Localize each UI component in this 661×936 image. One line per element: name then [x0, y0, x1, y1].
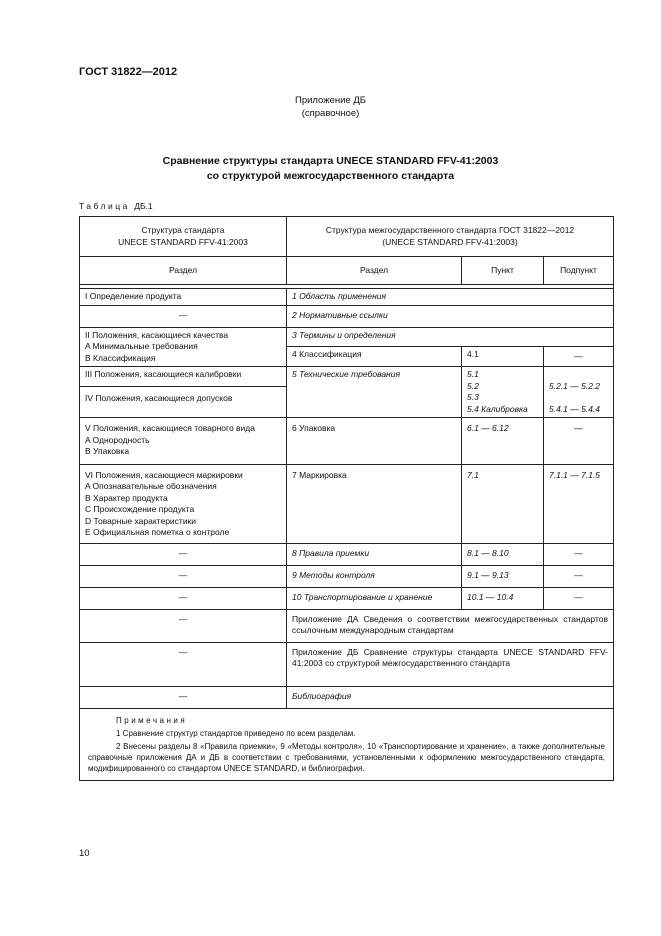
table-row [80, 565, 614, 587]
cell-left: I Определение продукта [80, 289, 287, 306]
table-subheader-row [80, 257, 614, 285]
cell-subpoint: — [544, 543, 614, 565]
cell-left [80, 327, 287, 367]
cell-left: — [80, 565, 287, 587]
cell-point [462, 367, 544, 418]
cell-left: — [80, 686, 287, 708]
cell-section: 8 Правила приемки [287, 543, 462, 565]
cell-left [80, 367, 287, 418]
table-row [80, 543, 614, 565]
cell-subpoint: — [544, 347, 614, 367]
cell-point-line: 5.2 [467, 380, 479, 391]
cell-section: 1 Область применения [287, 289, 614, 306]
cell-left-line: D Товарные характеристики [85, 515, 197, 526]
cell-left-line: V Положения, касающиеся товарного вида [85, 423, 255, 433]
header-right-line2: (UNECE STANDARD FFV-41:2003) [382, 236, 518, 247]
cell-left: — [80, 543, 287, 565]
cell-left [80, 418, 287, 465]
table-row [80, 686, 614, 708]
table-row [80, 464, 614, 543]
cell-subpoint: — [544, 418, 614, 465]
cell-section: Приложение ДБ Сравнение структуры стандарта UNECE STANDARD FFV-41:2003 со структурой межгосударственного стандарта [287, 642, 614, 686]
cell-section: 4 Классификация [287, 347, 462, 367]
cell-left-line: A Опознавательные обозначения [85, 481, 217, 491]
cell-section: 5 Технические требования [287, 367, 462, 418]
header-left-line2: UNECE STANDARD FFV-41:2003 [118, 236, 248, 247]
table-caption [79, 201, 153, 211]
cell-left-line: II Положения, касающиеся качества [85, 329, 229, 340]
table-caption-prefix: Таблица [79, 201, 130, 211]
page-title-line2: со структурой межгосударственного стандарта [206, 170, 455, 182]
cell-section: Приложение ДА Сведения о соответствии межгосударственных стандартов ссылочным международным стандартам [287, 609, 614, 642]
cell-section: 7 Маркировка [287, 464, 462, 543]
cell-subpoint: — [544, 587, 614, 609]
cell-left: — [80, 642, 287, 686]
cell-left-line: A Однородность [85, 434, 150, 445]
table-row [80, 642, 614, 686]
cell-section: 3 Термины и определения [287, 327, 614, 347]
cell-point: 9.1 — 9.13 [462, 565, 544, 587]
cell-left-line: B Классификация [85, 352, 156, 363]
cell-left-line: A Минимальные требования [85, 341, 198, 351]
cell-left-line: B Характер продукта [85, 492, 168, 503]
cell-subpoint-line: 5.2.1 — 5.2.2 [549, 380, 601, 391]
cell-left-line: B Упаковка [85, 446, 130, 456]
note-item: 1 Сравнение структур стандартов приведено по всем разделам. [116, 728, 356, 738]
comparison-table [79, 216, 614, 781]
cell-subpoint: — [544, 565, 614, 587]
cell-left-line: C Происхождение продукта [85, 504, 195, 514]
cell-left: — [80, 305, 287, 327]
cell-subpoint: 7.1.1 — 7.1.5 [544, 464, 614, 543]
header-cell-left [80, 217, 287, 257]
col-subpoint: Подпункт [544, 257, 614, 285]
cell-subpoint-line: 5.4.1 — 5.4.4 [549, 403, 601, 414]
cell-point-line: 5.1 [467, 369, 479, 379]
header-cell-right [287, 217, 614, 257]
cell-left: — [80, 609, 287, 642]
notes-row [80, 708, 614, 780]
page-title-line1: Сравнение структуры стандарта UNECE STANDARD FFV-41:2003 [162, 155, 499, 167]
cell-section: 2 Нормативные ссылки [287, 305, 614, 327]
table-header-row [80, 217, 614, 257]
col-point: Пункт [462, 257, 544, 285]
table-row [80, 418, 614, 465]
cell-section: 6 Упаковка [287, 418, 462, 465]
table-caption-number: ДБ.1 [134, 201, 153, 211]
cell-point: 10.1 — 10.4 [462, 587, 544, 609]
cell-subpoint [544, 367, 614, 418]
cell-point: 6.1 — 6.12 [462, 418, 544, 465]
cell-left-line: IV Положения, касающиеся допусков [80, 386, 286, 411]
notes-heading: Примечания [116, 715, 188, 725]
cell-left: — [80, 587, 287, 609]
table-row [80, 587, 614, 609]
cell-point-line: 5.3 [467, 392, 479, 402]
cell-left [80, 464, 287, 543]
table-row [80, 305, 614, 327]
page-number: 10 [79, 848, 90, 859]
cell-point: 4.1 [462, 347, 544, 367]
cell-section: 9 Методы контроля [287, 565, 462, 587]
cell-point-line: 5.4 Калибровка [467, 403, 528, 414]
cell-left-line: VI Положения, касающиеся маркировки [85, 469, 243, 480]
cell-left-line: III Положения, касающиеся калибровки [85, 369, 242, 379]
cell-left-line: E Официальная пометка о контроле [85, 527, 230, 537]
table-row [80, 289, 614, 306]
cell-point: 7.1 [462, 464, 544, 543]
appendix-subtitle: (справочное) [301, 108, 360, 119]
header-left-line1: Структура стандарта [141, 225, 225, 235]
table-row [80, 327, 614, 347]
appendix-title: Приложение ДБ [294, 95, 367, 106]
document-code: ГОСТ 31822—2012 [79, 66, 178, 78]
cell-section: Библиография [287, 686, 614, 708]
notes-cell [80, 708, 614, 780]
cell-point: 8.1 — 8.10 [462, 543, 544, 565]
note-item: 2 Внесены разделы 8 «Правила приемки», 9 «Методы контроля», 10 «Транспортирование и хранение», а также дополнительные справочные приложения ДА и ДБ в соответствии с требованиями, установленными к оформлению межгосударственного стандарта, модифицированного со стандартом UNECE STANDARD, и библиография. [88, 741, 605, 773]
col-section-left: Раздел [80, 257, 287, 285]
header-right-line1: Структура межгосударственного стандарта ГОСТ 31822—2012 [325, 225, 575, 235]
cell-section: 10 Транспортирование и хранение [287, 587, 462, 609]
table-row [80, 367, 614, 418]
col-section-right: Раздел [287, 257, 462, 285]
table-row [80, 609, 614, 642]
